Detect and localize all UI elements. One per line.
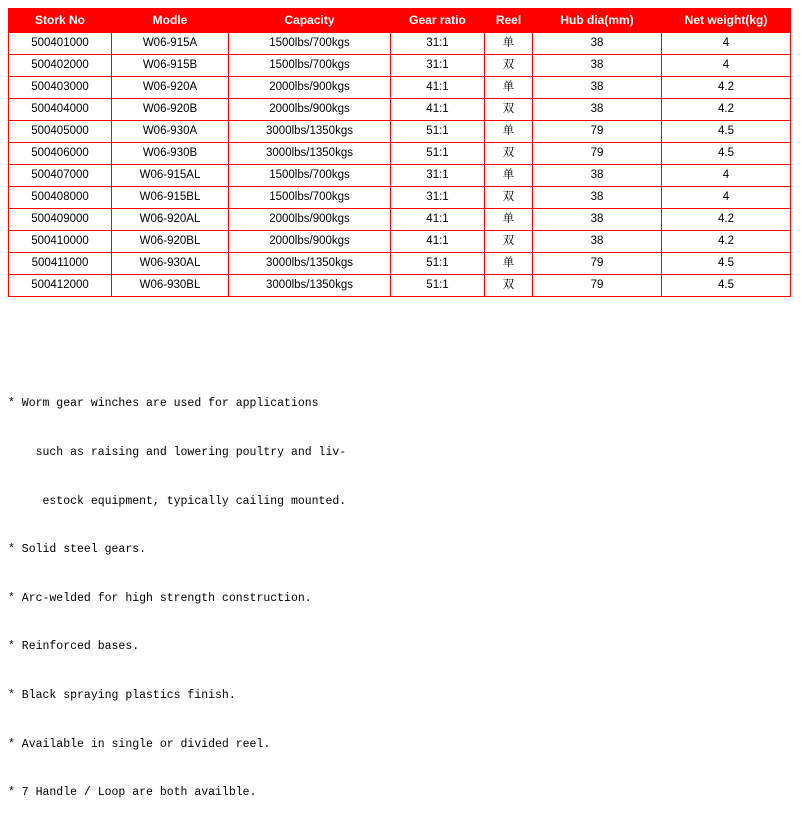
cell-gear-ratio: 31:1	[391, 33, 485, 55]
cell-capacity: 3000lbs/1350kgs	[229, 253, 391, 275]
cell-hub-dia: 79	[533, 143, 662, 165]
cell-stock-no: 500401000	[9, 33, 112, 55]
note-line: estock equipment, typically cailing mounted.	[8, 494, 347, 508]
cell-stock-no: 500406000	[9, 143, 112, 165]
cell-model: W06-920B	[112, 99, 229, 121]
note-line: * Arc-welded for high strength construction.	[8, 591, 312, 605]
cell-capacity: 2000lbs/900kgs	[229, 99, 391, 121]
cell-hub-dia: 38	[533, 187, 662, 209]
table-row	[9, 187, 791, 209]
cell-gear-ratio: 51:1	[391, 143, 485, 165]
column-header-model: Modle	[112, 9, 229, 33]
cell-gear-ratio: 41:1	[391, 209, 485, 231]
cell-reel: 单	[485, 33, 533, 55]
cell-net-weight: 4	[662, 33, 791, 55]
cell-capacity: 1500lbs/700kgs	[229, 187, 391, 209]
table-row	[9, 253, 791, 275]
cell-model: W06-930B	[112, 143, 229, 165]
cell-net-weight: 4	[662, 55, 791, 77]
cell-stock-no: 500404000	[9, 99, 112, 121]
cell-net-weight: 4.2	[662, 99, 791, 121]
cell-net-weight: 4	[662, 187, 791, 209]
cell-stock-no: 500409000	[9, 209, 112, 231]
cell-hub-dia: 79	[533, 121, 662, 143]
cell-capacity: 3000lbs/1350kgs	[229, 143, 391, 165]
table-row	[9, 165, 791, 187]
cell-model: W06-920BL	[112, 231, 229, 253]
table-header-row	[9, 9, 791, 33]
table-row	[9, 275, 791, 297]
cell-gear-ratio: 41:1	[391, 99, 485, 121]
cell-model: W06-930BL	[112, 275, 229, 297]
cell-model: W06-920AL	[112, 209, 229, 231]
cell-hub-dia: 79	[533, 253, 662, 275]
note-line: * Black spraying plastics finish.	[8, 689, 236, 703]
cell-gear-ratio: 51:1	[391, 275, 485, 297]
table-row	[9, 55, 791, 77]
cell-model: W06-920A	[112, 77, 229, 99]
table-body	[9, 33, 791, 297]
cell-net-weight: 4.2	[662, 231, 791, 253]
column-header-hub-dia: Hub dia(mm)	[533, 9, 662, 33]
cell-stock-no: 500410000	[9, 231, 112, 253]
cell-gear-ratio: 41:1	[391, 231, 485, 253]
cell-stock-no: 500405000	[9, 121, 112, 143]
cell-stock-no: 500408000	[9, 187, 112, 209]
cell-capacity: 3000lbs/1350kgs	[229, 275, 391, 297]
cell-net-weight: 4	[662, 165, 791, 187]
cell-hub-dia: 38	[533, 55, 662, 77]
column-header-reel: Reel	[485, 9, 533, 33]
cell-hub-dia: 38	[533, 165, 662, 187]
cell-model: W06-930A	[112, 121, 229, 143]
cell-reel: 单	[485, 209, 533, 231]
cell-gear-ratio: 41:1	[391, 77, 485, 99]
cell-gear-ratio: 31:1	[391, 55, 485, 77]
cell-net-weight: 4.2	[662, 77, 791, 99]
table-header	[9, 9, 791, 33]
note-line: * Reinforced bases.	[8, 640, 140, 654]
cell-model: W06-915B	[112, 55, 229, 77]
cell-gear-ratio: 31:1	[391, 165, 485, 187]
feature-notes-list	[8, 364, 528, 834]
table-row	[9, 121, 791, 143]
note-line: such as raising and lowering poultry and liv-	[8, 446, 347, 460]
cell-reel: 双	[485, 99, 533, 121]
cell-stock-no: 500411000	[9, 253, 112, 275]
cell-net-weight: 4.2	[662, 209, 791, 231]
cell-stock-no: 500403000	[9, 77, 112, 99]
cell-capacity: 1500lbs/700kgs	[229, 165, 391, 187]
cell-model: W06-915A	[112, 33, 229, 55]
cell-reel: 双	[485, 55, 533, 77]
cell-reel: 单	[485, 121, 533, 143]
note-line: * Worm gear winches are used for applications	[8, 397, 319, 411]
table-row	[9, 33, 791, 55]
cell-net-weight: 4.5	[662, 121, 791, 143]
cell-hub-dia: 38	[533, 231, 662, 253]
cell-net-weight: 4.5	[662, 143, 791, 165]
cell-hub-dia: 38	[533, 99, 662, 121]
column-header-gear-ratio: Gear ratio	[391, 9, 485, 33]
cell-reel: 双	[485, 187, 533, 209]
table-row	[9, 231, 791, 253]
cell-capacity: 2000lbs/900kgs	[229, 77, 391, 99]
table-row	[9, 99, 791, 121]
cell-gear-ratio: 51:1	[391, 253, 485, 275]
cell-hub-dia: 79	[533, 275, 662, 297]
cell-net-weight: 4.5	[662, 275, 791, 297]
cell-hub-dia: 38	[533, 209, 662, 231]
cell-capacity: 1500lbs/700kgs	[229, 33, 391, 55]
note-line: * Solid steel gears.	[8, 543, 147, 557]
column-header-stock-no: Stork No	[9, 9, 112, 33]
cell-model: W06-915BL	[112, 187, 229, 209]
table-row	[9, 209, 791, 231]
cell-model: W06-930AL	[112, 253, 229, 275]
cell-stock-no: 500407000	[9, 165, 112, 187]
cell-stock-no: 500402000	[9, 55, 112, 77]
cell-reel: 双	[485, 143, 533, 165]
column-header-capacity: Capacity	[229, 9, 391, 33]
specification-table	[8, 8, 791, 297]
table-row	[9, 77, 791, 99]
cell-net-weight: 4.5	[662, 253, 791, 275]
cell-capacity: 2000lbs/900kgs	[229, 231, 391, 253]
cell-reel: 单	[485, 253, 533, 275]
cell-capacity: 3000lbs/1350kgs	[229, 121, 391, 143]
cell-reel: 双	[485, 275, 533, 297]
cell-hub-dia: 38	[533, 33, 662, 55]
cell-model: W06-915AL	[112, 165, 229, 187]
cell-hub-dia: 38	[533, 77, 662, 99]
table-row	[9, 143, 791, 165]
cell-reel: 单	[485, 165, 533, 187]
note-line: * 7 Handle / Loop are both availble.	[8, 786, 257, 800]
note-line: * Available in single or divided reel.	[8, 737, 271, 751]
cell-capacity: 2000lbs/900kgs	[229, 209, 391, 231]
cell-capacity: 1500lbs/700kgs	[229, 55, 391, 77]
cell-reel: 双	[485, 231, 533, 253]
cell-gear-ratio: 51:1	[391, 121, 485, 143]
cell-reel: 单	[485, 77, 533, 99]
cell-gear-ratio: 31:1	[391, 187, 485, 209]
column-header-net-weight: Net weight(kg)	[662, 9, 791, 33]
cell-stock-no: 500412000	[9, 275, 112, 297]
